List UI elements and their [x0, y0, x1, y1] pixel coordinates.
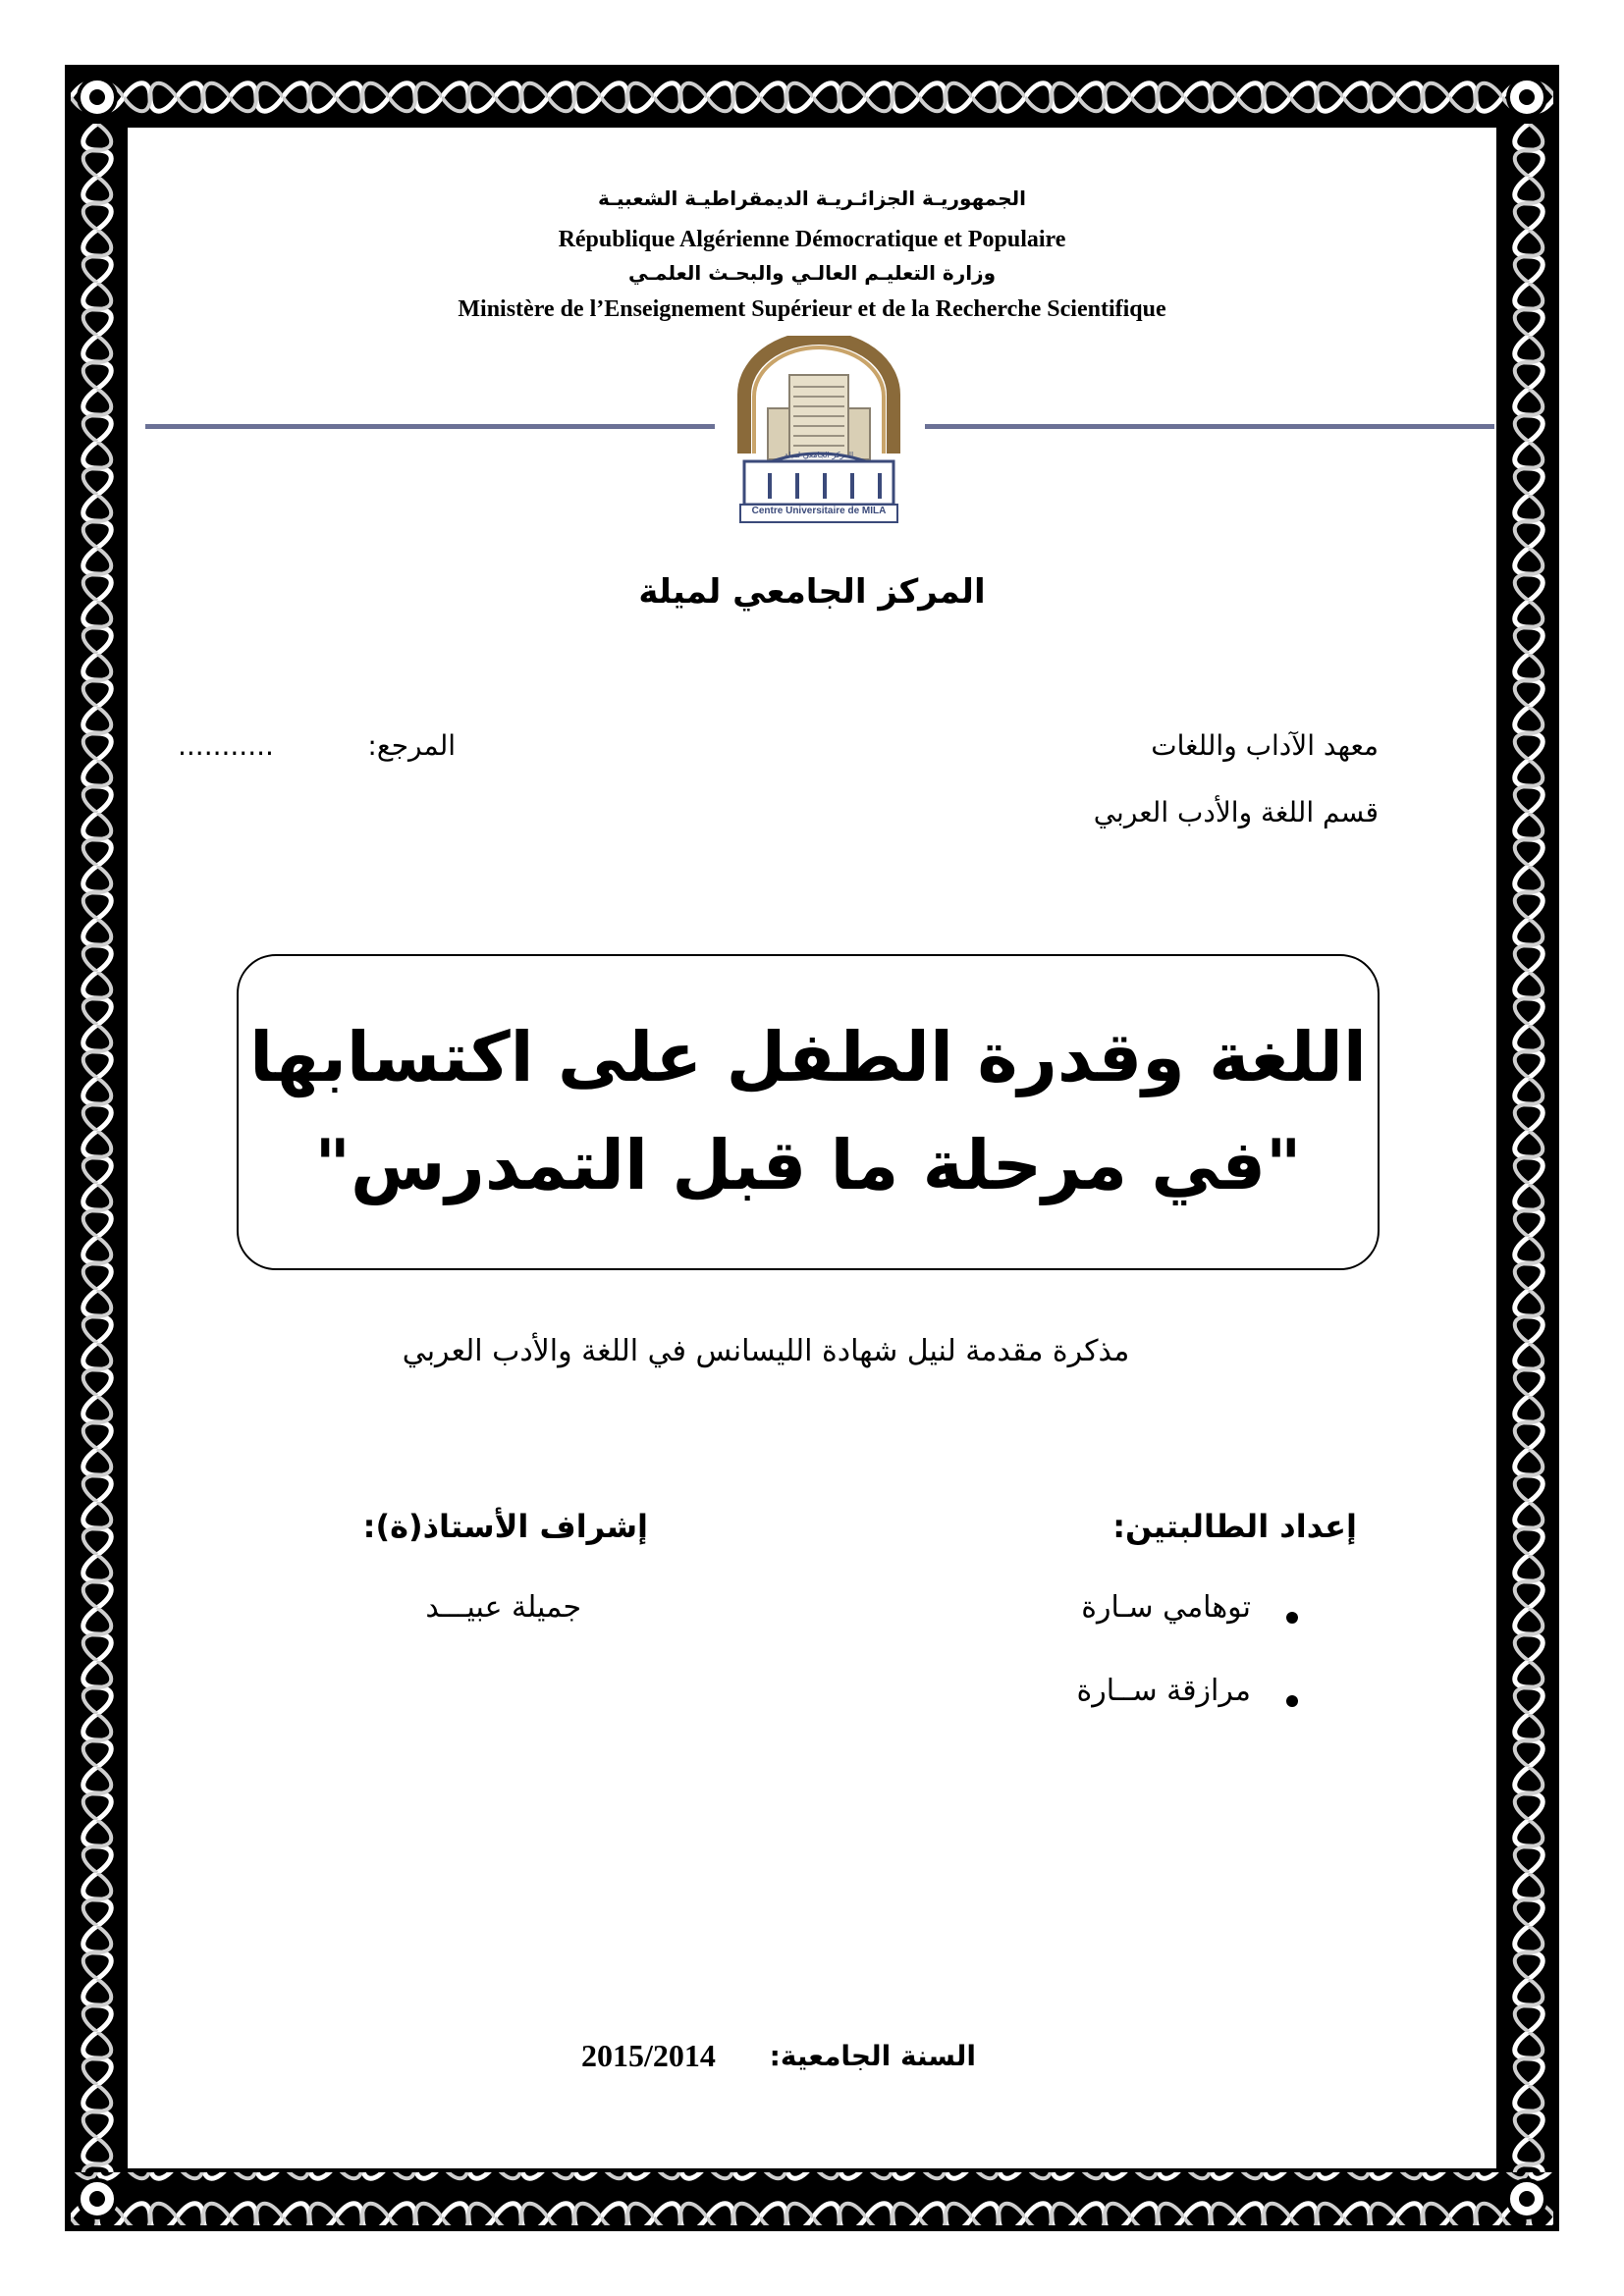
thesis-subtitle: مذكرة مقدمة لنيل شهادة الليسانس في اللغة والأدب العربي — [402, 1334, 1130, 1368]
institute: معهد الآداب واللغات — [1151, 729, 1379, 762]
corner-ornament-top-right — [1506, 77, 1547, 118]
corner-ornament-bottom-left — [77, 2178, 118, 2219]
logo-inner-text: المركز الجامعي لميلة — [784, 451, 854, 459]
republic-arabic: الجمهوريـة الجزائـريـة الديمقراطيـة الشعبيـة — [598, 187, 1026, 210]
student-name-1: توهامي سـارة — [1081, 1590, 1251, 1625]
student-bullet-1 — [1286, 1612, 1298, 1624]
reference-value: ........... — [178, 729, 274, 762]
ministry-arabic: وزارة التعليـم العالـي والبحـث العلمـي — [627, 261, 997, 285]
supervisor-label: إشراف الأستاذ(ة): — [362, 1508, 648, 1545]
reference-label: المرجع: — [367, 729, 456, 762]
thesis-title-line-2: "في مرحلة ما قبل التمدرس" — [314, 1125, 1302, 1205]
ministry-french: Ministère de l’Enseignement Supérieur et de la Recherche Scientifique — [458, 296, 1166, 322]
thesis-title-line-1: اللغة وقدرة الطفل على اكتسابها — [249, 1017, 1367, 1097]
student-bullet-2 — [1286, 1695, 1298, 1707]
logo-caption: Centre Universitaire de MILA — [751, 506, 887, 516]
academic-year-value: 2015/2014 — [581, 2038, 716, 2073]
corner-ornament-bottom-right — [1506, 2178, 1547, 2219]
center-name: المركز الجامعي لميلة — [638, 572, 986, 612]
thesis-title-box — [237, 954, 1380, 1270]
republic-french: République Algérienne Démocratique et Populaire — [558, 227, 1066, 252]
header-rule-left — [145, 424, 715, 429]
university-logo — [732, 336, 905, 524]
students-label: إعداد الطالبتين: — [1112, 1508, 1357, 1545]
supervisor-name: جميلة عبيـــد — [425, 1590, 581, 1625]
student-name-2: مرازقة ســارة — [1076, 1674, 1251, 1708]
department: قسم اللغة والأدب العربي — [1093, 796, 1379, 828]
header-rule-right — [925, 424, 1494, 429]
corner-ornament-top-left — [77, 77, 118, 118]
academic-year-label: السنة الجامعية: — [769, 2040, 976, 2072]
